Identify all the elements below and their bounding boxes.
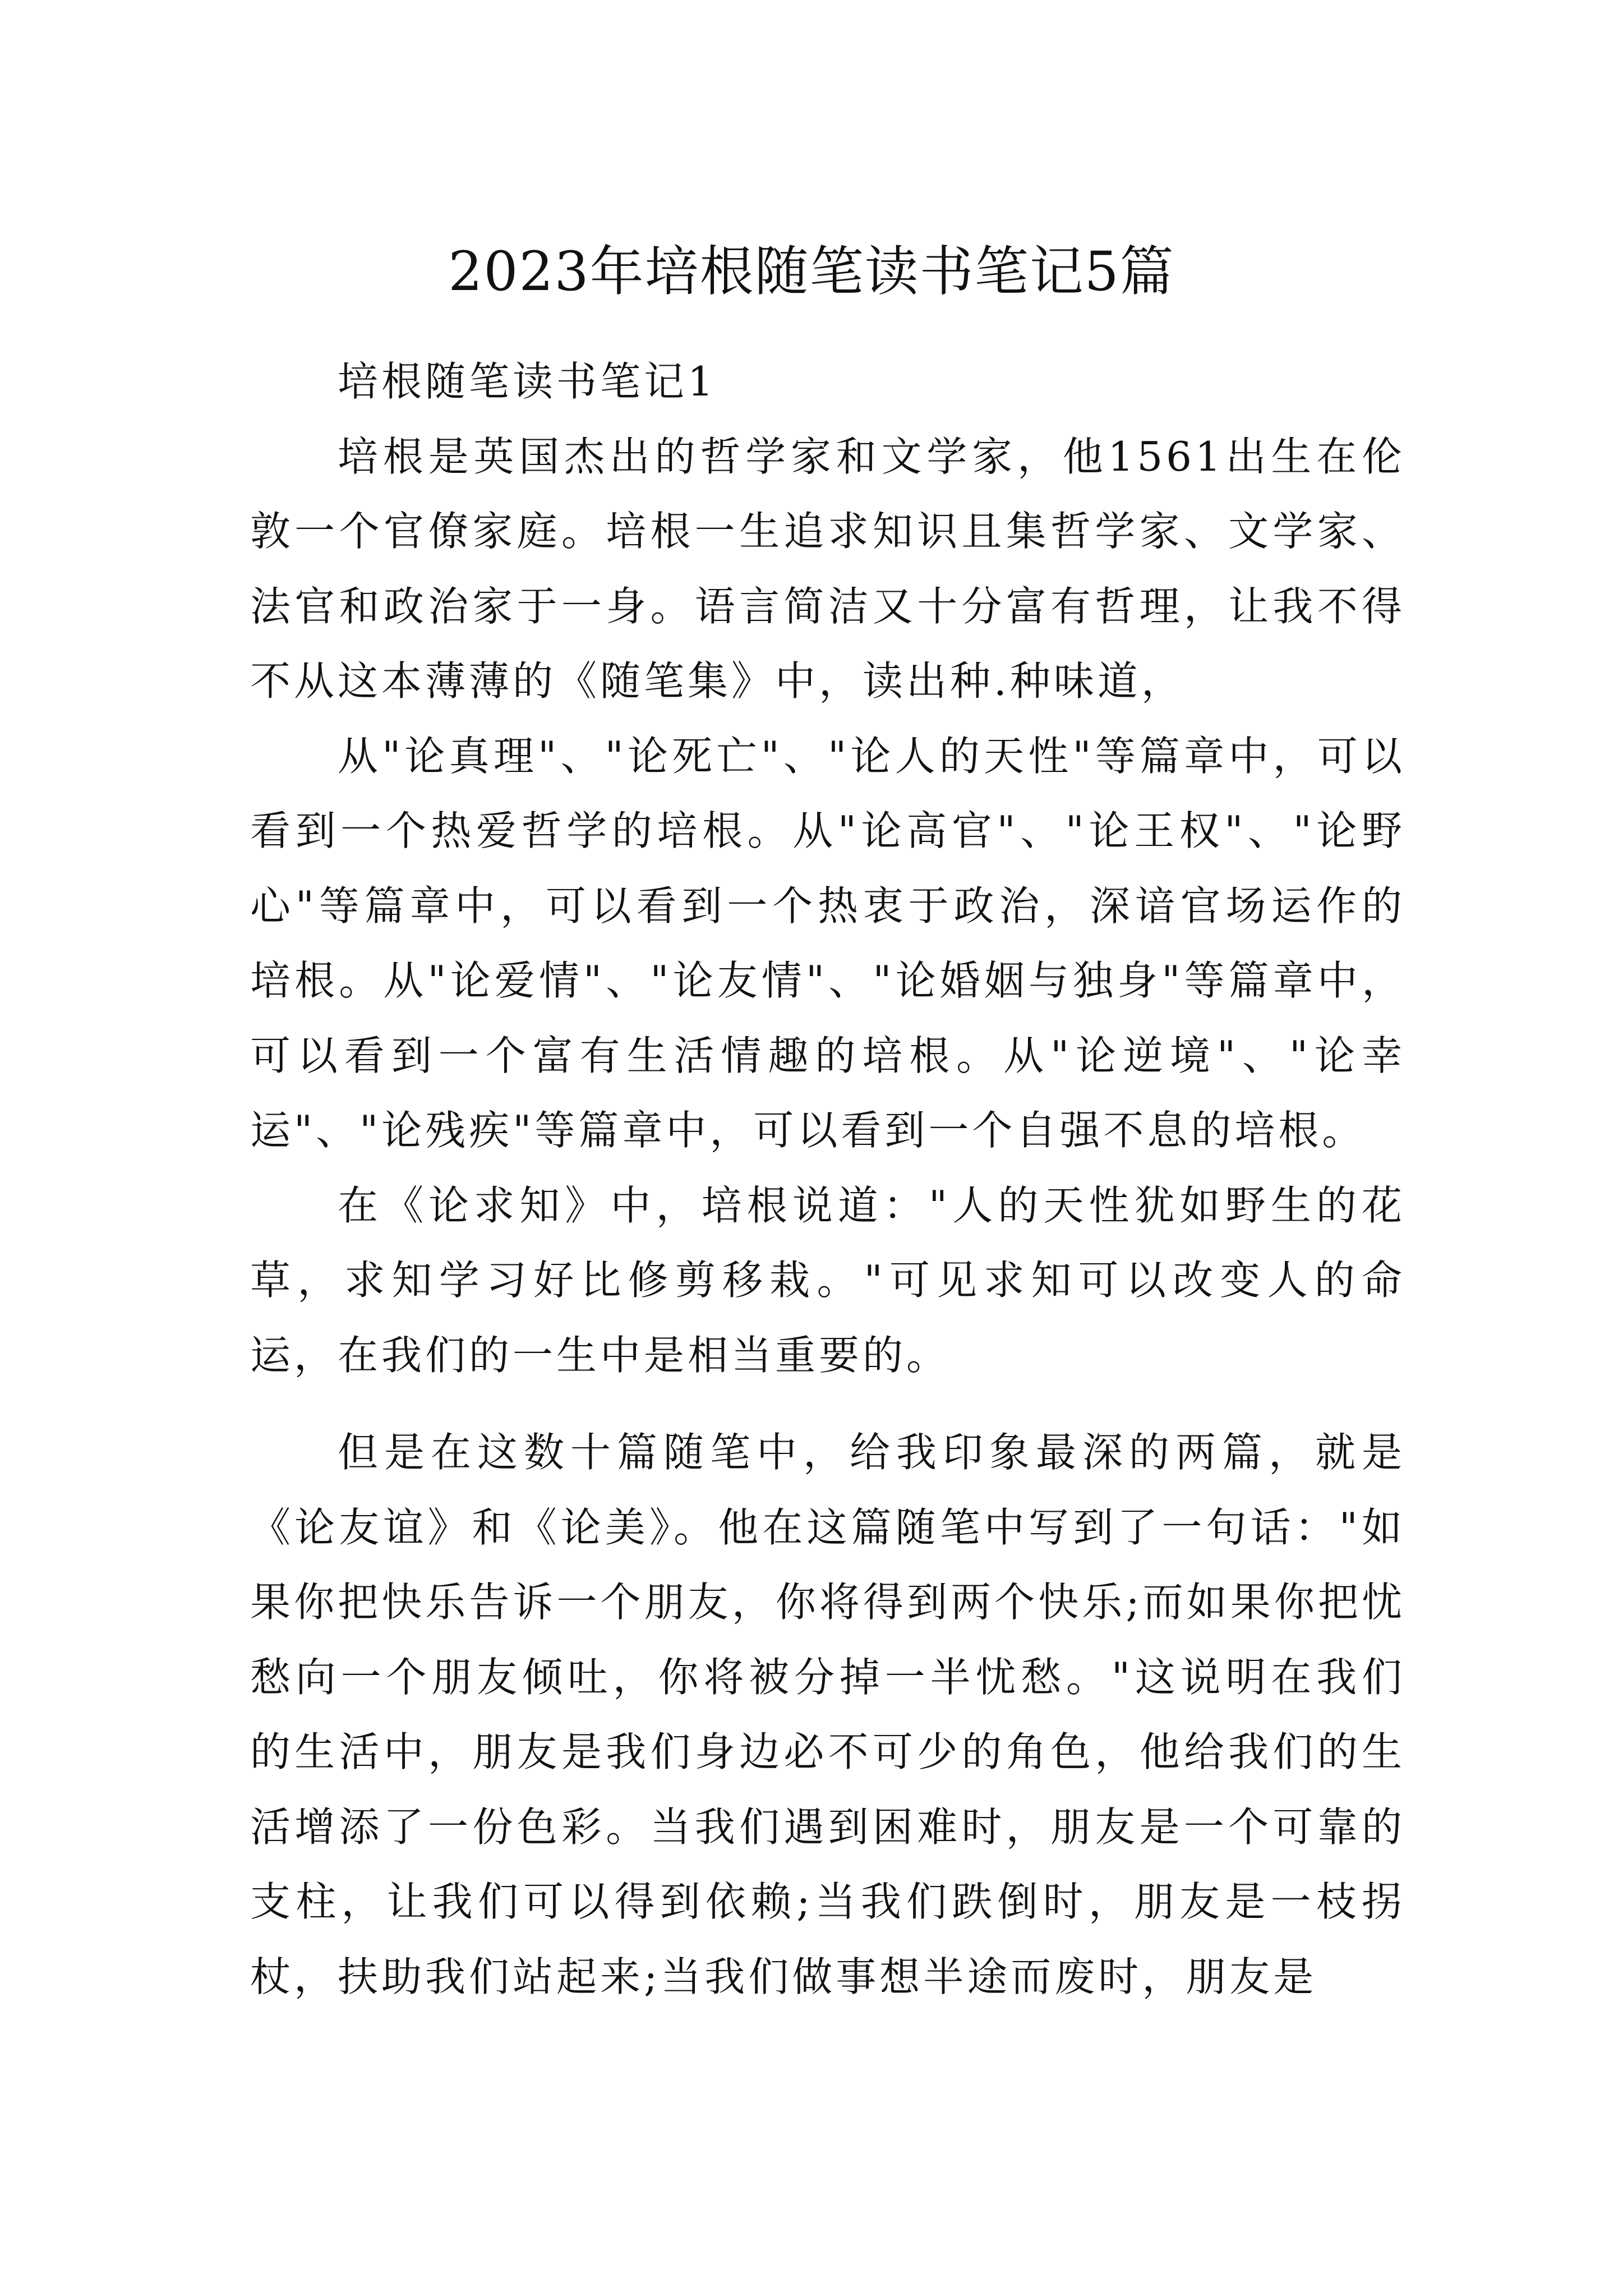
paragraph-essays: 从"论真理"、"论死亡"、"论人的天性"等篇章中，可以看到一个热爱哲学的培根。从"论高官"、"论王权"、"论野心"等篇章中，可以看到一个热衷于政治，深谙官场运作的培根。从"论爱情"、"论友情"、"论婚姻与独身"等篇章中，可以看到一个富有生活情趣的培根。从"论逆境"、"论幸运"、"论残疾"等篇章中，可以看到一个自强不息的培根。 [250,732,1405,1154]
section-heading: 培根随笔读书笔记1 [338,358,717,405]
paragraph-knowledge: 在《论求知》中，培根说道："人的天性犹如野生的花草，求知学习好比修剪移栽。"可见求知可以改变人的命运，在我们的一生中是相当重要的。 [250,1181,1405,1379]
paragraph-intro: 培根是英国杰出的哲学家和文学家，他1561出生在伦敦一个官僚家庭。培根一生追求知识且集哲学家、文学家、法官和政治家于一身。语言简洁又十分富有哲理，让我不得不从这本薄薄的《随笔集》中，读出种.种味道， [250,432,1405,705]
document-body [250,344,1405,2014]
document-title: 2023年培根随笔读书笔记5篇 [448,240,1175,303]
paragraph-friendship: 但是在这数十篇随笔中，给我印象最深的两篇，就是《论友谊》和《论美》。他在这篇随笔中写到了一句话："如果你把快乐告诉一个朋友，你将得到两个快乐;而如果你把忧愁向一个朋友倾吐，你将被分掉一半忧愁。"这说明在我们的生活中，朋友是我们身边必不可少的角色，他给我们的生活增添了一份色彩。当我们遇到困难时，朋友是一个可靠的支柱，让我们可以得到依赖;当我们跌倒时，朋友是一枝拐杖，扶助我们站起来;当我们做事想半途而废时，朋友是 [250,1429,1405,2000]
